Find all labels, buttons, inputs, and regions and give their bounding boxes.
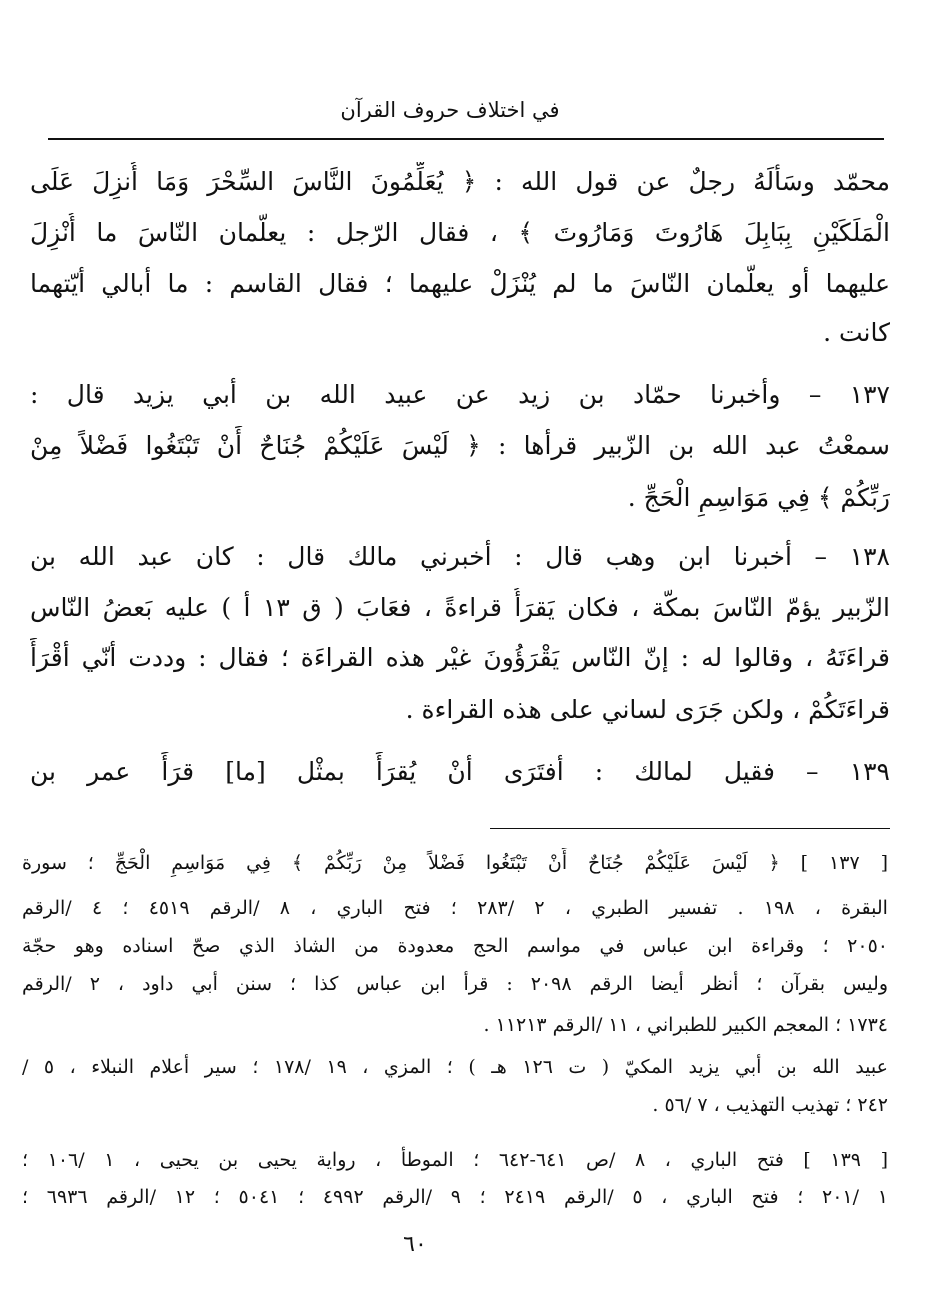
footnote-line: [ ١٣٩ ] فتح الباري ، ٨ /ص ٦٤١-٦٤٢ ؛ الموطأ ، رواية يحيى بن يحيى ، ١ /١٠٦ ؛ xyxy=(22,1149,888,1171)
page-number: ٦٠ xyxy=(403,1232,427,1257)
body-line: محمّد وسَألَهُ رجلٌ عن قول الله : ﴿ يُعَلِّمُونَ النَّاسَ السِّحْرَ وَمَا أُنزِلَ عَلَى xyxy=(30,167,890,196)
footnote-line: البقرة ، ١٩٨ . تفسير الطبري ، ٢ /٢٨٣ ؛ فتح الباري ، ٨ /الرقم ٤٥١٩ ؛ ٤ /الرقم xyxy=(22,897,888,919)
body-line: ١٣٩ – فقيل لمالك : أفتَرَى أنْ يُقرَأَ بمثْل [ما] قرَأَ عمر بن xyxy=(30,757,890,786)
body-line: عليهما أو يعلّمان النّاسَ ما لم يُنْزَلْ عليهما ؛ فقال القاسم : ما أبالي أيّتهما xyxy=(30,269,890,298)
body-line: قراءَتَكُمْ ، ولكن جَرَى لساني على هذه القراءة . xyxy=(405,695,890,724)
footnote-line: عبيد الله بن أبي يزيد المكيّ ( ت ١٢٦ هـ ) ؛ المزي ، ١٩ /١٧٨ ؛ سير أعلام النبلاء ، ٥ / xyxy=(22,1056,888,1078)
body-line: ١٣٧ – وأخبرنا حمّاد بن زيد عن عبيد الله بن أبي يزيد قال : xyxy=(30,380,890,409)
body-line: سمعْتُ عبد الله بن الزّبير قرأها : ﴿ لَيْسَ عَلَيْكُمْ جُنَاحٌ أَنْ تَبْتَغُوا فَضْلاً مِنْ xyxy=(30,431,890,460)
body-line: رَبِّكُمْ ﴾ فِي مَوَاسِمِ الْحَجِّ . xyxy=(627,483,890,512)
body-line: قراءَتَهُ ، وقالوا له : إنّ النّاس يَقْرَؤُونَ غيْر هذه القراءَة ؛ فقال : وددت أنّي أقْرَأَ xyxy=(30,643,890,672)
footnote-line: ١٧٣٤ ؛ المعجم الكبير للطبراني ، ١١ /الرقم ١١٢١٣ . xyxy=(483,1014,888,1036)
footnote-line: ١ /٢٠١ ؛ فتح الباري ، ٥ /الرقم ٢٤١٩ ؛ ٩ /الرقم ٤٩٩٢ ؛ ٥٠٤١ ؛ ١٢ /الرقم ٦٩٣٦ ؛ xyxy=(22,1186,888,1208)
running-header: في اختلاف حروف القرآن xyxy=(340,98,560,122)
header-divider xyxy=(48,138,884,140)
body-line: ١٣٨ – أخبرنا ابن وهب قال : أخبرني مالك قال : كان عبد الله بن xyxy=(30,542,890,571)
body-line: الزّبير يؤمّ النّاسَ بمكّة ، فكان يَقرَأُ قراءةً ، فعَابَ ( ق ١٣ أ ) عليه بَعضُ النّاس xyxy=(30,593,890,622)
footnote-divider xyxy=(490,828,890,829)
footnote-line: [ ١٣٧ ] ﴿ لَيْسَ عَلَيْكُمْ جُنَاحٌ أَنْ تَبْتَغُوا فَضْلاً مِنْ رَبِّكُمْ ﴾ فِي مَوَاسِمِ الْحَجِّ ؛ سورة xyxy=(22,852,888,874)
footnote-line: وليس بقرآن ؛ أنظر أيضا الرقم ٢٠٩٨ : قرأ ابن عباس كذا ؛ سنن أبي داود ، ٢ /الرقم xyxy=(22,973,888,995)
footnote-line: ٢٠٥٠ ؛ وقراءة ابن عباس في مواسم الحج معدودة من الشاذ الذي صحّ اسناده وهو حجّة xyxy=(22,935,888,957)
footnote-line: ٢٤٢ ؛ تهذيب التهذيب ، ٧ /٥٦ . xyxy=(652,1094,888,1116)
body-line: كانت . xyxy=(823,318,890,347)
body-line: الْمَلَكَيْنِ بِبَابِلَ هَارُوتَ وَمَارُوتَ ﴾ ، فقال الرّجل : يعلّمان النّاسَ ما أُنْزِلَ xyxy=(30,218,890,247)
